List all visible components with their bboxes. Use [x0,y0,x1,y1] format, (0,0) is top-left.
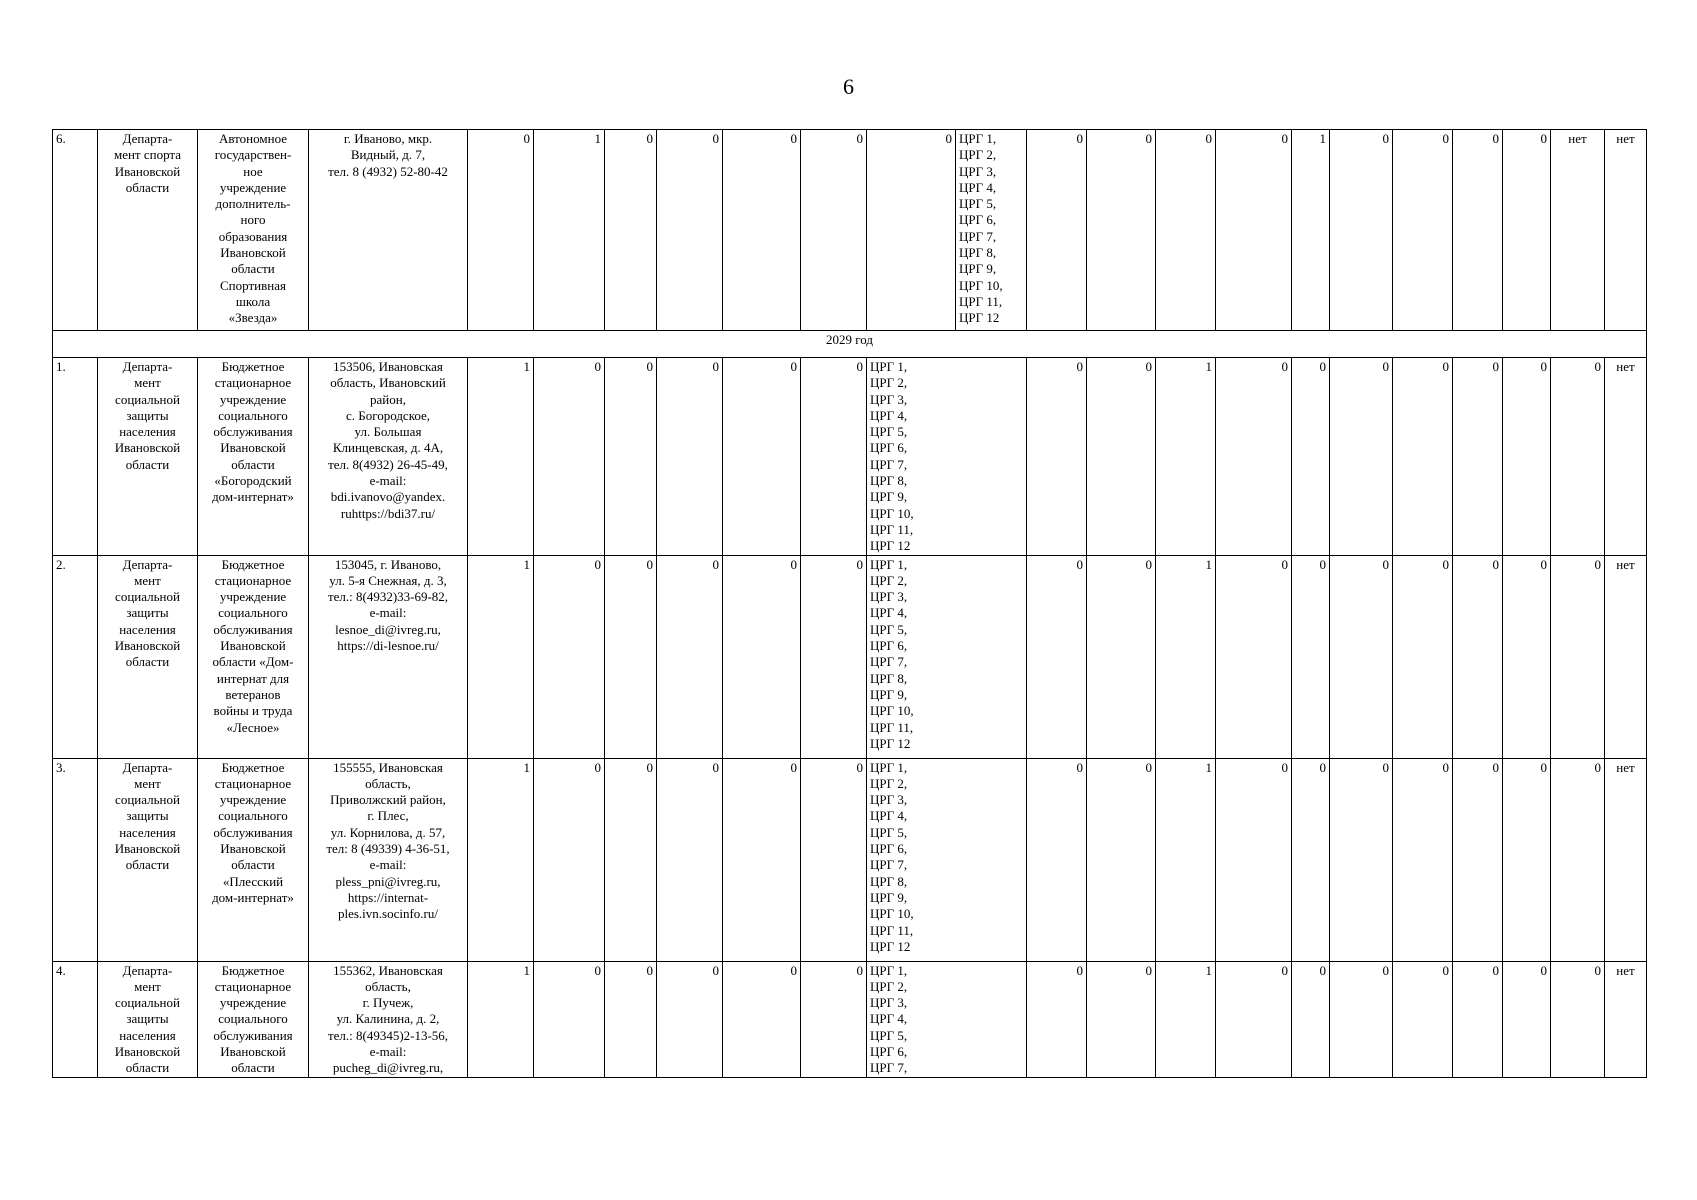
value-cell: 0 [1453,358,1503,556]
flag-cell: нет [1605,130,1647,331]
row-number: 2. [53,555,98,758]
value-cell: 0 [1027,961,1087,1077]
value-cell: 0 [801,358,867,556]
value-cell: 0 [1551,758,1605,961]
value-cell: 1 [1156,358,1216,556]
value-cell: 0 [1087,555,1156,758]
value-cell: 0 [1503,961,1551,1077]
value-cell: 0 [468,130,534,331]
value-cell: 0 [657,961,723,1077]
institution-cell: Бюджетное стационарное учреждение социального обслуживания Ивановской области «Дом- интернат для ветеранов войны и труда «Лесное» [198,555,309,758]
value-cell: 0 [1292,758,1330,961]
value-cell: 0 [1216,758,1292,961]
value-cell: 0 [1453,758,1503,961]
value-cell: 0 [1216,555,1292,758]
value-cell: 0 [1551,358,1605,556]
address-cell: г. Иваново, мкр. Видный, д. 7, тел. 8 (4932) 52-80-42 [309,130,468,331]
value-cell: 0 [1503,555,1551,758]
value-cell: 0 [1087,130,1156,331]
department-cell: Департа- мент социальной защиты населения Ивановской области [98,961,198,1077]
value-cell: 0 [1330,961,1393,1077]
value-cell: 0 [1503,130,1551,331]
value-cell: 0 [1393,961,1453,1077]
value-cell: 0 [534,358,605,556]
institution-cell: Бюджетное стационарное учреждение социального обслуживания Ивановской области «Плесский дом-интернат» [198,758,309,961]
value-cell: 0 [605,758,657,961]
value-cell: 0 [801,130,867,331]
year-divider-row [53,331,1647,358]
row-number: 3. [53,758,98,961]
value-cell: 0 [1027,758,1087,961]
value-cell: 0 [1330,358,1393,556]
value-cell: 0 [1393,130,1453,331]
value-cell: 0 [657,758,723,961]
value-cell: 0 [1027,555,1087,758]
flag-cell: нет [1605,358,1647,556]
value-cell: 0 [1087,758,1156,961]
table-row [53,961,1647,1077]
value-cell: 1 [1156,758,1216,961]
address-cell: 153045, г. Иваново, ул. 5-я Снежная, д. 3, тел.: 8(4932)33-69-82, e-mail: lesnoe_di@ivreg.ru, https://di-lesnoe.ru/ [309,555,468,758]
value-cell: 0 [723,130,801,331]
crg-list-cell: ЦРГ 1, ЦРГ 2, ЦРГ 3, ЦРГ 4, ЦРГ 5, ЦРГ 6, ЦРГ 7, [867,961,1027,1077]
value-cell: 0 [657,130,723,331]
crg-list-cell: ЦРГ 1, ЦРГ 2, ЦРГ 3, ЦРГ 4, ЦРГ 5, ЦРГ 6, ЦРГ 7, ЦРГ 8, ЦРГ 9, ЦРГ 10, ЦРГ 11, ЦРГ 12 [867,555,1027,758]
value-cell: 0 [605,555,657,758]
value-cell: 0 [1216,358,1292,556]
value-cell: 0 [605,358,657,556]
value-cell: 0 [723,758,801,961]
flag-cell: нет [1551,130,1605,331]
value-cell: 0 [1393,555,1453,758]
flag-cell: нет [1605,555,1647,758]
value-cell: 0 [1216,961,1292,1077]
row-number: 4. [53,961,98,1077]
value-cell: 0 [723,961,801,1077]
value-cell: 0 [1027,358,1087,556]
department-cell: Департа- мент спорта Ивановской области [98,130,198,331]
row-number: 1. [53,358,98,556]
value-cell: 0 [657,555,723,758]
value-cell: 0 [534,961,605,1077]
department-cell: Департа- мент социальной защиты населения Ивановской области [98,555,198,758]
flag-cell: нет [1605,758,1647,961]
value-cell: 1 [1156,555,1216,758]
value-cell: 1 [468,358,534,556]
table-row [53,758,1647,961]
flag-cell: нет [1605,961,1647,1077]
value-cell: 0 [801,758,867,961]
value-cell: 0 [801,961,867,1077]
value-cell: 0 [657,358,723,556]
value-cell: 1 [1156,961,1216,1077]
value-cell: 1 [468,758,534,961]
crg-list-cell: ЦРГ 1, ЦРГ 2, ЦРГ 3, ЦРГ 4, ЦРГ 5, ЦРГ 6, ЦРГ 7, ЦРГ 8, ЦРГ 9, ЦРГ 10, ЦРГ 11, ЦРГ 12 [956,130,1027,331]
data-table [52,129,1647,1078]
address-cell: 155362, Ивановская область, г. Пучеж, ул. Калинина, д. 2, тел.: 8(49345)2-13-56, e-mail: pucheg_di@ivreg.ru, [309,961,468,1077]
value-cell: 1 [468,961,534,1077]
value-cell: 0 [1330,555,1393,758]
department-cell: Департа- мент социальной защиты населения Ивановской области [98,358,198,556]
value-cell: 0 [723,555,801,758]
value-cell: 0 [1393,358,1453,556]
institution-cell: Автономное государствен- ное учреждение дополнитель- ного образования Ивановской области Спортивная школа «Звезда» [198,130,309,331]
value-cell: 0 [1087,961,1156,1077]
value-cell: 1 [468,555,534,758]
value-cell: 1 [534,130,605,331]
value-cell: 0 [1087,358,1156,556]
value-cell: 0 [1453,555,1503,758]
table-body [53,130,1647,1078]
value-cell: 0 [723,358,801,556]
value-cell: 0 [1216,130,1292,331]
value-cell: 0 [1292,555,1330,758]
row-number: 6. [53,130,98,331]
value-cell: 0 [1330,758,1393,961]
value-cell: 0 [801,555,867,758]
address-cell: 155555, Ивановская область, Приволжский район, г. Плес, ул. Корнилова, д. 57, тел: 8 (49339) 4-36-51, e-mail: pless_pni@ivreg.ru, https://internat- ples.ivn.socinfo.ru/ [309,758,468,961]
value-cell: 0 [1453,130,1503,331]
value-cell: 0 [1551,961,1605,1077]
year-divider: 2029 год [53,331,1647,358]
value-cell: 0 [1453,961,1503,1077]
value-cell: 0 [1027,130,1087,331]
institution-cell: Бюджетное стационарное учреждение социального обслуживания Ивановской области [198,961,309,1077]
value-cell: 0 [1156,130,1216,331]
value-cell: 0 [534,758,605,961]
value-cell: 0 [534,555,605,758]
value-cell: 0 [1503,758,1551,961]
crg-list-cell: ЦРГ 1, ЦРГ 2, ЦРГ 3, ЦРГ 4, ЦРГ 5, ЦРГ 6, ЦРГ 7, ЦРГ 8, ЦРГ 9, ЦРГ 10, ЦРГ 11, ЦРГ 12 [867,358,1027,556]
institution-cell: Бюджетное стационарное учреждение социального обслуживания Ивановской области «Богородский дом-интернат» [198,358,309,556]
value-cell: 0 [1292,358,1330,556]
value-cell: 0 [605,130,657,331]
value-cell: 0 [1551,555,1605,758]
value-cell: 0 [1503,358,1551,556]
department-cell: Департа- мент социальной защиты населения Ивановской области [98,758,198,961]
table-row [53,130,1647,331]
page-number: 6 [843,74,854,99]
value-cell: 0 [1330,130,1393,331]
value-cell: 1 [1292,130,1330,331]
value-cell: 0 [605,961,657,1077]
value-cell: 0 [867,130,956,331]
value-cell: 0 [1393,758,1453,961]
table-row [53,358,1647,556]
address-cell: 153506, Ивановская область, Ивановский район, с. Богородское, ул. Большая Клинцевская, д. 4А, тел. 8(4932) 26-45-49, e-mail: bdi.ivanovo@yandex. ruhttps://bdi37.ru/ [309,358,468,556]
value-cell: 0 [1292,961,1330,1077]
crg-list-cell: ЦРГ 1, ЦРГ 2, ЦРГ 3, ЦРГ 4, ЦРГ 5, ЦРГ 6, ЦРГ 7, ЦРГ 8, ЦРГ 9, ЦРГ 10, ЦРГ 11, ЦРГ 12 [867,758,1027,961]
table-row [53,555,1647,758]
